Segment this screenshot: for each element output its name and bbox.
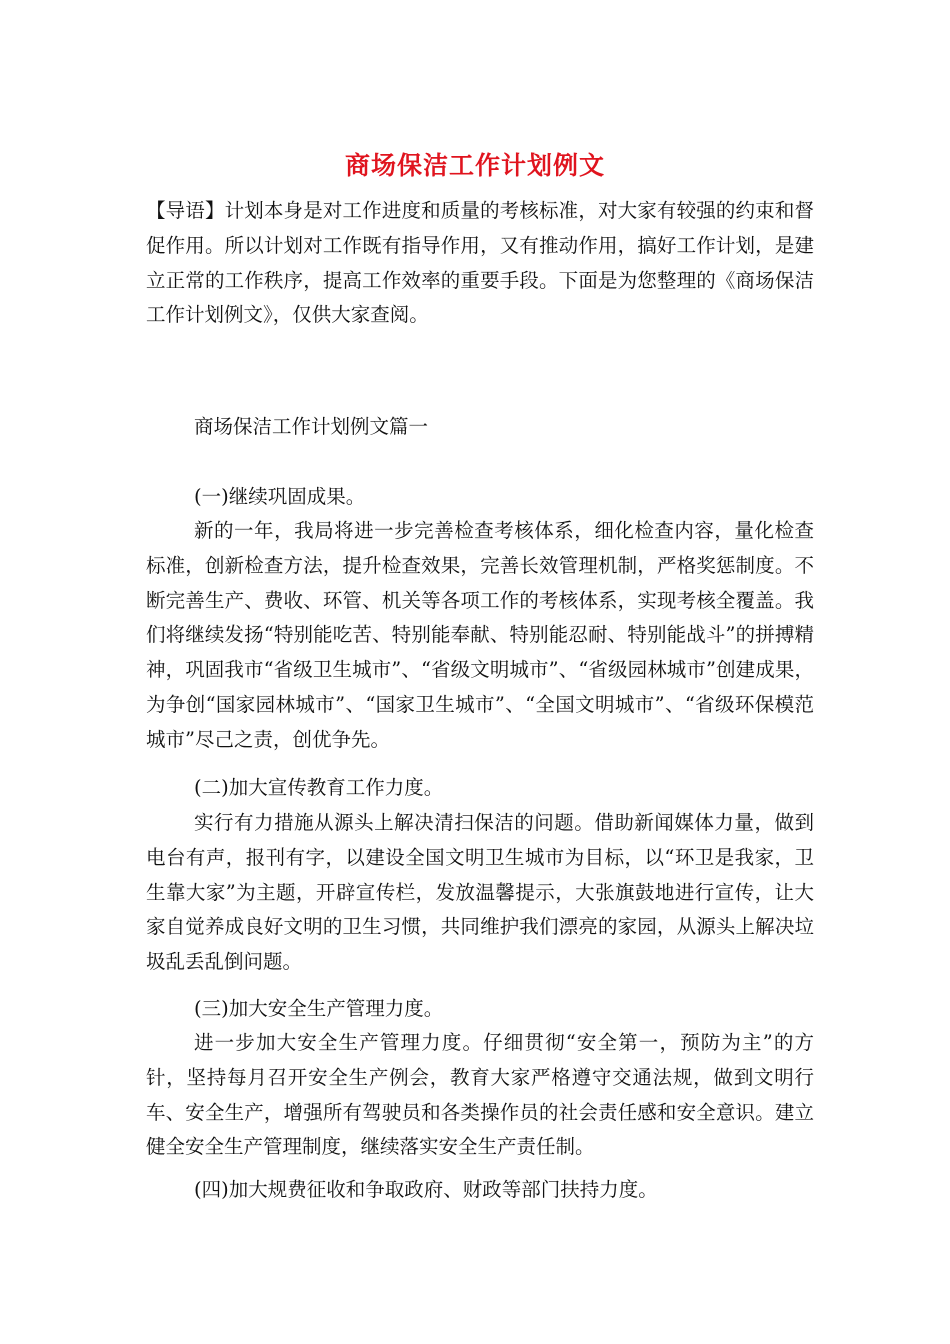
item-heading-1: (一)继续巩固成果。 [194, 485, 366, 508]
section-title: 商场保洁工作计划例文篇一 [194, 415, 429, 438]
item-body-3: 进一步加大安全生产管理力度。仔细贯彻“安全第一，预防为主”的方针，坚持每月召开安全生产例会，教育大家严格遵守交通法规，做到文明行车、安全生产，增强所有驾驶员和各类操作员的社会责任感和安全意识。建立健全安全生产管理制度，继续落实安全生产责任制。 [146, 1031, 814, 1159]
intro-paragraph: 【导语】计划本身是对工作进度和质量的考核标准，对大家有较强的约束和督促作用。所以计划对工作既有指导作用，又有推动作用，搞好工作计划，是建立正常的工作秩序，提高工作效率的重要手段。下面是为您整理的《商场保洁工作计划例文》，仅供大家查阅。 [146, 199, 814, 327]
document-title: 商场保洁工作计划例文 [344, 151, 605, 180]
item-heading-4: (四)加大规费征收和争取政府、财政等部门扶持力度。 [194, 1178, 658, 1201]
item-body-2: 实行有力措施从源头上解决清扫保洁的问题。借助新闻媒体力量，做到电台有声，报刊有字，以建设全国文明卫生城市为目标，以“环卫是我家，卫生靠大家”为主题，开辟宣传栏，发放温馨提示，大张旗鼓地进行宣传，让大家自觉养成良好文明的卫生习惯，共同维护我们漂亮的家园，从源头上解决垃圾乱丢乱倒问题。 [146, 811, 814, 974]
item-heading-3: (三)加大安全生产管理力度。 [194, 997, 444, 1020]
item-body-1: 新的一年，我局将进一步完善检查考核体系，细化检查内容，量化检查标准，创新检查方法，提升检查效果，完善长效管理机制，严格奖惩制度。不断完善生产、费收、环管、机关等各项工作的考核体系，实现考核全覆盖。我们将继续发扬“特别能吃苦、特别能奉献、特别能忍耐、特别能战斗”的拼搏精神，巩固我市“省级卫生城市”、“省级文明城市”、“省级园林城市”创建成果，为争创“国家园林城市”、“国家卫生城市”、“全国文明城市”、“省级环保模范城市”尽己之责，创优争先。 [146, 519, 814, 751]
item-heading-2: (二)加大宣传教育工作力度。 [194, 776, 444, 799]
